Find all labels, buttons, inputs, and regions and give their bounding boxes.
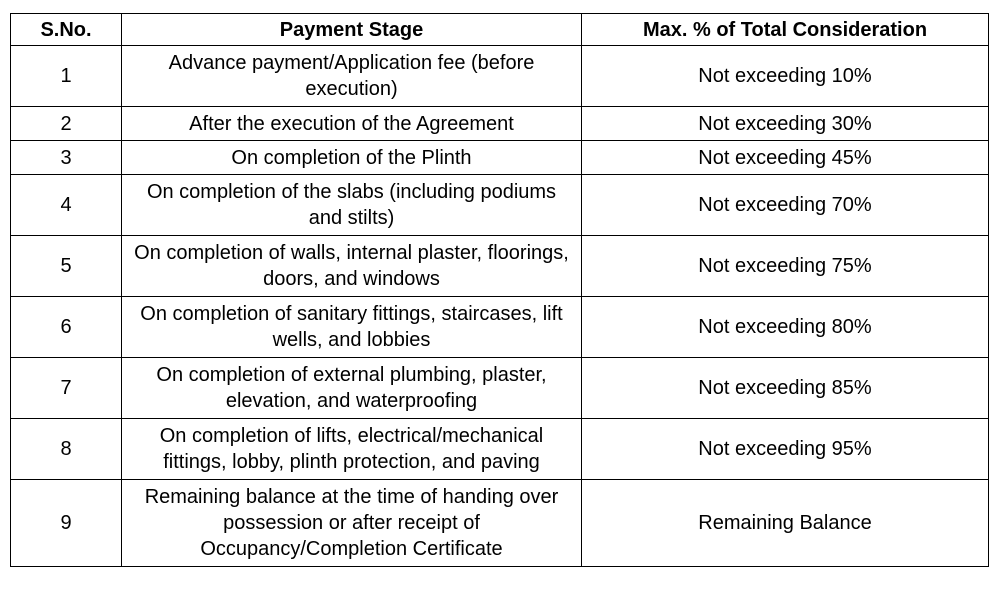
cell-stage: Remaining balance at the time of handing over possession or after receipt of Occupancy/Completion Certificate bbox=[122, 480, 582, 567]
header-row bbox=[11, 14, 989, 46]
cell-max: Not exceeding 70% bbox=[582, 175, 989, 236]
cell-stage: Advance payment/Application fee (before execution) bbox=[122, 46, 582, 107]
cell-max: Not exceeding 80% bbox=[582, 297, 989, 358]
table-row bbox=[11, 480, 989, 567]
header-sno: S.No. bbox=[11, 14, 122, 46]
cell-sno: 6 bbox=[11, 297, 122, 358]
cell-sno: 8 bbox=[11, 419, 122, 480]
table-row bbox=[11, 46, 989, 107]
cell-sno: 4 bbox=[11, 175, 122, 236]
header-payment-stage: Payment Stage bbox=[122, 14, 582, 46]
cell-sno: 9 bbox=[11, 480, 122, 567]
table-row bbox=[11, 175, 989, 236]
cell-stage: On completion of external plumbing, plaster, elevation, and waterproofing bbox=[122, 358, 582, 419]
cell-stage: On completion of the slabs (including podiums and stilts) bbox=[122, 175, 582, 236]
table-row bbox=[11, 107, 989, 141]
cell-sno: 1 bbox=[11, 46, 122, 107]
cell-max: Remaining Balance bbox=[582, 480, 989, 567]
table-row bbox=[11, 141, 989, 175]
cell-stage: On completion of lifts, electrical/mechanical fittings, lobby, plinth protection, and paving bbox=[122, 419, 582, 480]
cell-max: Not exceeding 85% bbox=[582, 358, 989, 419]
cell-sno: 5 bbox=[11, 236, 122, 297]
cell-stage: After the execution of the Agreement bbox=[122, 107, 582, 141]
cell-stage: On completion of walls, internal plaster, floorings, doors, and windows bbox=[122, 236, 582, 297]
table-row bbox=[11, 297, 989, 358]
table-row bbox=[11, 419, 989, 480]
cell-sno: 3 bbox=[11, 141, 122, 175]
table-row bbox=[11, 236, 989, 297]
cell-stage: On completion of sanitary fittings, staircases, lift wells, and lobbies bbox=[122, 297, 582, 358]
payment-schedule-container bbox=[10, 13, 989, 567]
cell-max: Not exceeding 10% bbox=[582, 46, 989, 107]
header-max-percent: Max. % of Total Consideration bbox=[582, 14, 989, 46]
cell-max: Not exceeding 45% bbox=[582, 141, 989, 175]
cell-max: Not exceeding 75% bbox=[582, 236, 989, 297]
cell-sno: 2 bbox=[11, 107, 122, 141]
cell-max: Not exceeding 95% bbox=[582, 419, 989, 480]
table-row bbox=[11, 358, 989, 419]
payment-schedule-table bbox=[10, 13, 989, 567]
cell-stage: On completion of the Plinth bbox=[122, 141, 582, 175]
cell-max: Not exceeding 30% bbox=[582, 107, 989, 141]
cell-sno: 7 bbox=[11, 358, 122, 419]
